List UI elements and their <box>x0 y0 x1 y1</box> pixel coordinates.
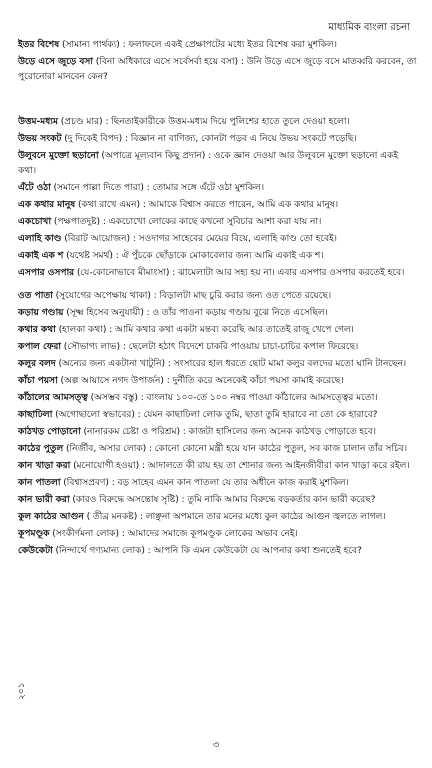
idiom-entry <box>18 231 418 246</box>
idiom-entry <box>18 543 418 558</box>
idiom-definition: (অল্প আয়াসে নগদ উপার্জন) : দুর্নীতি করে অনেকেই কাঁচা পয়সা কামাই করেছে। <box>57 375 344 386</box>
idiom-entry <box>18 114 418 129</box>
idiom-entry <box>18 526 418 541</box>
idiom-entry <box>18 131 418 146</box>
idiom-definition: (যথেষ্ট সমর্থ) : ঐ পুঁচকে ছোঁড়াকে মোকাবেলার জন্য আমি একাই এক শ। <box>63 250 324 261</box>
idiom-term: কথার কথা <box>18 324 56 335</box>
idiom-term: কাছাঢিলা <box>18 409 53 420</box>
idiom-entry <box>18 148 418 178</box>
idiom-definition: (সমানে পাল্লা দিতে পারা) : তোমার সঙ্গে এঁটে ওঠা মুশকিল। <box>50 182 265 193</box>
idiom-definition: (কথা রাখে এমন) : আমাকে বিশ্বাস করতে পারেন, আমি এক কথার মানুষ। <box>75 199 339 210</box>
idiom-entry <box>18 475 418 490</box>
idiom-entry <box>18 458 418 473</box>
idiom-entry <box>18 322 418 337</box>
idiom-term: কলুর বলদ <box>18 358 56 369</box>
idiom-term: কাঠখড় পোড়ানো <box>18 426 81 437</box>
idiom-definition: (নানারকম চেষ্টা ও পরিশ্রম) : কাজটা হাসিলের জন্য অনেক কাঠখড় পোড়াতে হবে। <box>80 426 376 437</box>
idiom-term: এঁটে ওঠা <box>18 182 51 193</box>
idiom-term: উত্তম-মধ্যম <box>18 116 58 127</box>
idiom-definition: (সূক্ষ্ম হিসেব অনুযায়ী) : ও তাঁর পাওনা কড়ায় গণ্ডায় বুঝে নিতে এসেছিল। <box>63 307 328 318</box>
idiom-entry <box>18 390 418 405</box>
idiom-term: উড়ে এসে জুড়ে বসা <box>18 56 93 67</box>
idiom-definition: (যে-কোনোভাবে মীমাংসা) : ঝামেলাটা আর সহ্য হয় না। এবার এসপার ওসপার করতেই হবে। <box>74 267 405 278</box>
idiom-entry <box>18 265 418 280</box>
page-number: ৩ <box>212 740 220 751</box>
idiom-definition: (বিনা অধিকারে এসে সর্বেসর্বা হয়ে বসা) : উনি উড়ে এসে জুড়ে বসে মাতব্বরি করবেন, তা পুরোনোরা মানবেন কেন? <box>18 56 417 82</box>
idiom-definition: (অপাত্রে মূল্যবান কিছু প্রদান) : ওকে জ্ঞান দেওয়া আর উলুবনে মুক্তো ছড়ানো একই কথা। <box>18 150 399 176</box>
idiom-term: একাই এক শ <box>18 250 64 261</box>
idiom-definition: (বিশ্বাসপ্রবণ) : বড় সাহেব এমন কান পাতলা যে তার অধীনে কাজ করাই মুশকিল। <box>60 477 349 488</box>
idiom-entry <box>18 407 418 422</box>
idiom-definition: (সুযোগের অপেক্ষায় থাকা) : বিড়ালটা মাছ চুরি করার জন্য ওত পেতে রয়েছে। <box>52 290 332 301</box>
idiom-definition: (মনোযোগী হওয়া) : আদালতে কী রায় হয় তা শোনার জন্য আইনজীবীরা কান খাড়া করে রইল। <box>70 460 410 471</box>
idiom-term: কান ভারী করা <box>18 494 70 505</box>
idiom-entry <box>18 509 418 524</box>
idiom-term: ওত পাতা <box>18 290 53 301</box>
idiom-term: কপাল ফেরা <box>18 341 61 352</box>
side-number: ২০১ <box>17 682 27 700</box>
idiom-entry <box>18 441 418 456</box>
idiom-term: কাঁঠালের আমসত্ত্ব <box>18 392 88 403</box>
idiom-term: কেউকেটা <box>18 545 53 556</box>
idiom-definition: (দু দিকেই বিপদ) : বিজ্ঞান না বাণিজ্য, কোনটা পড়ব এ নিয়ে উভয় সংকটে পড়েছি। <box>61 133 357 144</box>
idiom-definition: (সৌভাগ্য লাভ) : ছেলেটা হঠাৎ বিদেশে চাকরি পাওয়ায় চাচা-চাচির কপাল ফিরেছে। <box>60 341 359 352</box>
idiom-term: কুল কাঠের আগুন <box>18 511 84 522</box>
idiom-term: কাঁচা পয়সা <box>18 375 58 386</box>
idiom-definition: (পক্ষপাতদুষ্ট) : একচোখো লোকের কাছে কখনো সুবিচার আশা করা যায় না। <box>51 216 322 227</box>
idiom-entry <box>18 54 418 84</box>
idiom-entry <box>18 248 418 263</box>
idiom-entry <box>18 197 418 212</box>
idiom-definition: ( তীব্র মনকষ্ট) : লাঞ্ছনা অপমানে তার মনের মধ্যে কুল কাঠের আগুন জ্বলতে লাগল। <box>83 511 386 522</box>
idiom-entry <box>18 288 418 303</box>
idiom-definition: (নিন্দার্থে গণ্যমান্য লোক) : আপনি কি এমন কেউকেটা যে আপনার কথা শুনতেই হবে? <box>52 545 362 556</box>
idiom-definition: (সামান্য পার্থক্য) : ফলাফলে একই প্রেক্ষাপটের মধ্যে ইতর বিশেষ করা মুশকিল। <box>59 39 337 50</box>
idiom-definition: (বিরাট আয়োজন) : সওদাগর সাহেবের মেয়ের বিয়ে, এলাহি কাণ্ড তো হবেই। <box>61 233 337 244</box>
idiom-definition: (অসম্ভব বস্তু) : বাংলায় ১০০-তে ১০০ নম্বর পাওয়া কাঁঠালের আমসত্ত্বের মতো। <box>87 392 378 403</box>
idiom-term: উলুবনে মুক্তো ছড়ানো <box>18 150 99 161</box>
idiom-definition: (প্রচণ্ড মার) : ছিনতাইকারীকে উত্তম-মধ্যম দিয়ে পুলিশের হাতে তুলে দেওয়া হলো। <box>57 116 350 127</box>
idiom-entry <box>18 424 418 439</box>
idiom-term: কাঠের পুতুল <box>18 443 64 454</box>
idiom-term: উভয় সংকট <box>18 133 62 144</box>
idiom-term: কান পাতলা <box>18 477 61 488</box>
idiom-list <box>18 37 418 560</box>
idiom-entry <box>18 339 418 354</box>
idiom-entry <box>18 180 418 195</box>
idiom-entry <box>18 214 418 229</box>
idiom-definition: (অগোছালো স্বভাবের) : যেমন কাছাঢিলা লোক তুমি, ছাতা তুমি হারাবে না তো কে হারাবে? <box>52 409 378 420</box>
idiom-definition: (কারও বিরুদ্ধে অসন্তোষ সৃষ্টি) : তুমি নাকি আমার বিরুদ্ধে বড়কর্তার কান ভারী করেছ? <box>69 494 376 505</box>
idiom-term: ইতর বিশেষ <box>18 39 60 50</box>
idiom-term: এলাহি কাণ্ড <box>18 233 62 244</box>
idiom-term: কান খাড়া করা <box>18 460 71 471</box>
idiom-definition: (হালকা কথা) : আমি কথার কথা একটা মন্তব্য করেছি আর তাতেই রাজু খেপে গেল। <box>55 324 354 335</box>
idiom-definition: (অন্যের জন্য একটানা খাটুনি) : সংসারের হাল ধরতে ছোট মামা কলুর বলদের মতো ঘানি টানছেন। <box>55 358 407 369</box>
idiom-term: একচোখা <box>18 216 52 227</box>
idiom-term: কূপমণ্ডূক <box>18 528 50 539</box>
idiom-term: এক কথার মানুষ <box>18 199 76 210</box>
idiom-definition: (সংকীর্ণমনা লোক) : আমাদের সমাজে কূপমণ্ডূক লোকের অভাব নেই। <box>49 528 298 539</box>
idiom-entry <box>18 37 418 52</box>
idiom-entry <box>18 373 418 388</box>
idiom-entry <box>18 492 418 507</box>
idiom-entry <box>18 305 418 320</box>
running-header: মাধ্যমিক বাংলা রচনা <box>328 22 410 33</box>
idiom-term: কড়ায় গণ্ডায় <box>18 307 64 318</box>
idiom-definition: (নির্জীব, অসার লোক) : কোনো কোনো মন্ত্রী হয়ে যান কাঠের পুতুল, সব কাজ চালান তাঁর সচিব। <box>63 443 408 454</box>
idiom-entry <box>18 356 418 371</box>
idiom-term: এসপার ওসপার <box>18 267 75 278</box>
